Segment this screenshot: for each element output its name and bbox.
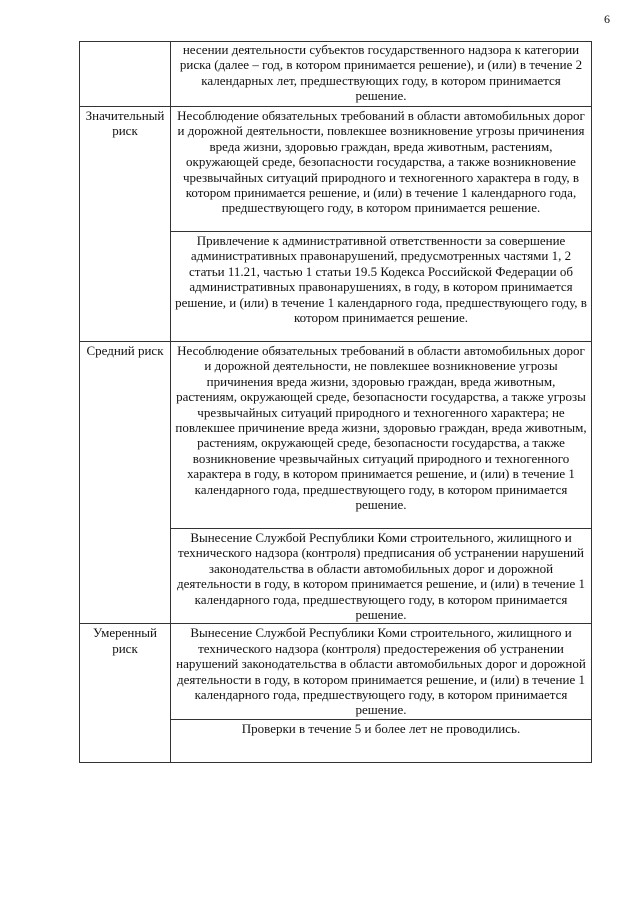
criteria-cell: Вынесение Службой Республики Коми строительного, жилищного и технического надзора (контроля) предписания об устранении нарушений законодательства в области автомобильных дорог и дорожной деятельности в году, в котором принимается решение, и (или) в течение 1 календарного года, предшествующего году, в котором принимается решение. [171,529,592,624]
criteria-cell: Проверки в течение 5 и более лет не проводились. [171,719,592,762]
criteria-cell: Вынесение Службой Республики Коми строительного, жилищного и технического надзора (контроля) предостережения об устранении нарушений законодательства в области автомобильных дорог и дорожной деятельности в году, в котором принимается решение, и (или) в течение 1 календарного года, предшествующего году, в котором принимается решение. [171,624,592,719]
page-number: 6 [604,12,610,26]
criteria-cell: несении деятельности субъектов государственного надзора к категории риска (далее – год, в котором принимается решение), и (или) в течение 2 календарных лет, предшествующих году, в котором принимается решение. [171,42,592,107]
risk-category-cell: Умеренный риск [80,624,171,762]
criteria-cell: Несоблюдение обязательных требований в области автомобильных дорог и дорожной деятельности, не повлекшее возникновение угрозы причинения вреда жизни, здоровью граждан, вреда животным, растениям, окружающей среде, безопасности государства, а также угрозы чрезвычайных ситуаций природного и техногенного характера; не повлекшее причинение вреда жизни, здоровью граждан, вреда животным, растениям, окружающей среде, безопасности государства, а также возникновение чрезвычайных ситуаций природного и техногенного характера в году, в котором принимается решение, и (или) в течение 1 календарного года, предшествующего году, в котором принимается решение. [171,342,592,529]
risk-category-table [79,41,592,763]
risk-category-cell: Значительный риск [80,107,171,342]
table-row [80,107,592,232]
risk-category-cell: Средний риск [80,342,171,624]
table-row [80,342,592,529]
risk-category-cell [80,42,171,107]
criteria-cell: Привлечение к административной ответственности за совершение административных правонарушений, предусмотренных частями 1, 2 статьи 11.21, частью 1 статьи 19.5 Кодекса Российской Федерации об административных правонарушениях, в году, в котором принимается решение, и (или) в течение 1 календарного года, предшествующего году, в котором принимается решение. [171,232,592,342]
criteria-cell: Несоблюдение обязательных требований в области автомобильных дорог и дорожной деятельности, повлекшее возникновение угрозы причинения вреда жизни, здоровью граждан, вреда животным, растениям, окружающей среде, безопасности государства, а также возникновение чрезвычайных ситуаций природного и техногенного характера в году, в котором принимается решение, и (или) в течение 1 календарного года, предшествующего году, в котором принимается решение. [171,107,592,232]
table-row [80,42,592,107]
table-row [80,624,592,719]
